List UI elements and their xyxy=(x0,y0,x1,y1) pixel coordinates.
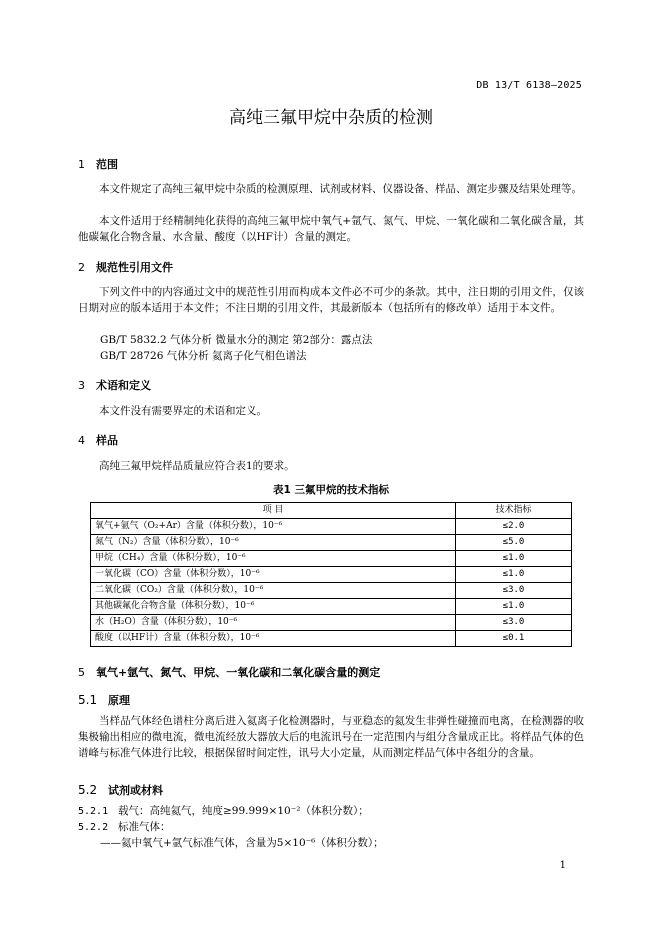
item-5-2-2 xyxy=(78,819,171,836)
section-2-paragraph-1: 下列文件中的内容通过文中的规范性引用而构成本文件必不可少的条款。其中，注日期的引用文件，仅该日期对应的版本适用于本文件；不注日期的引用文件，其最新版本（包括所有的修改单）适用于本文件。 xyxy=(78,286,584,314)
section-1-paragraph-2: 本文件适用于经精制纯化获得的高纯三氟甲烷中氧气+氩气、氮气、甲烷、一氧化碳和二氧化碳含量，其他碳氟化合物含量、水含量、酸度（以HF计）含量的测定。 xyxy=(78,215,584,243)
section-title: 范围 xyxy=(96,158,118,171)
item-5-2-1 xyxy=(78,803,369,820)
section-1-paragraph-1: 本文件规定了高纯三氟甲烷中杂质的检测原理、试剂或材料、仪器设备、样品、测定步骤及结果处理等。 xyxy=(99,183,582,195)
section-title: 样品 xyxy=(96,434,118,447)
section-5-1-paragraph-1: 当样品气体经色谱柱分离后进入氦离子化检测器时，与亚稳态的氦发生非弹性碰撞而电离，在检测器的收集极输出相应的微电流，微电流经放大器放大后的电流讯号在一定范围内与组分含量成正比。将样品气体的色谱峰与标准气体进行比较，根据保留时间定性，讯号大小定量，从而测定样品气体中各组分的含量。 xyxy=(78,715,584,759)
section-number: 4 xyxy=(78,434,85,447)
section-number: 5.1 xyxy=(78,693,98,707)
table-1-caption: 表1 三氟甲烷的技术指标 xyxy=(273,484,389,496)
row-spec: ≤1.0 xyxy=(456,567,572,583)
table-row xyxy=(91,551,572,567)
table-1 xyxy=(90,502,572,647)
section-5-2-heading xyxy=(78,782,163,798)
row-spec: ≤0.1 xyxy=(456,631,572,647)
section-title: 术语和定义 xyxy=(96,379,151,392)
table-row xyxy=(91,615,572,631)
section-5-heading xyxy=(78,664,380,680)
section-4-heading xyxy=(78,432,118,448)
row-spec: ≤5.0 xyxy=(456,535,572,551)
section-1-heading xyxy=(78,156,118,172)
section-title: 原理 xyxy=(108,694,130,707)
section-5-1-heading xyxy=(78,692,130,708)
item-text: 标准气体： xyxy=(118,821,171,833)
row-item: 甲烷（CH₄）含量（体积分数），10⁻⁶ xyxy=(91,551,456,567)
section-3-paragraph-1: 本文件没有需要界定的术语和定义。 xyxy=(99,405,267,417)
list-item-standard-gas: ——氦中氧气+氩气标准气体，含量为5×10⁻⁶（体积分数）； xyxy=(100,837,384,849)
section-title: 规范性引用文件 xyxy=(96,261,173,274)
item-number: 5.2.1 xyxy=(78,806,109,817)
row-item: 氧气+氩气（O₂+Ar）含量（体积分数），10⁻⁶ xyxy=(91,519,456,535)
row-item: 一氧化碳（CO）含量（体积分数），10⁻⁶ xyxy=(91,567,456,583)
row-spec: ≤3.0 xyxy=(456,615,572,631)
section-title: 试剂或材料 xyxy=(108,784,163,797)
row-item: 其他碳氟化合物含量（体积分数），10⁻⁶ xyxy=(91,599,456,615)
section-number: 5.2 xyxy=(78,783,98,797)
table-row xyxy=(91,519,572,535)
item-text: 载气：高纯氦气，纯度≥99.999×10⁻²（体积分数）； xyxy=(118,805,369,817)
table-row xyxy=(91,631,572,647)
row-spec: ≤3.0 xyxy=(456,583,572,599)
table-header-row xyxy=(91,503,572,519)
section-number: 3 xyxy=(78,379,85,392)
table-row xyxy=(91,535,572,551)
section-title: 氧气+氩气、氮气、甲烷、一氧化碳和二氧化碳含量的测定 xyxy=(96,666,381,679)
section-number: 2 xyxy=(78,261,85,274)
column-header-spec: 技术指标 xyxy=(456,503,572,519)
table-row xyxy=(91,599,572,615)
row-spec: ≤2.0 xyxy=(456,519,572,535)
section-2-heading xyxy=(78,259,173,275)
column-header-item: 项 目 xyxy=(91,503,456,519)
row-item: 二氧化碳（CO₂）含量（体积分数），10⁻⁶ xyxy=(91,583,456,599)
section-number: 5 xyxy=(78,666,85,679)
page-number: 1 xyxy=(559,860,566,871)
item-number: 5.2.2 xyxy=(78,822,109,833)
row-spec: ≤1.0 xyxy=(456,599,572,615)
document-title: 高纯三氟甲烷中杂质的检测 xyxy=(229,108,433,128)
row-item: 水（H₂O）含量（体积分数），10⁻⁶ xyxy=(91,615,456,631)
reference-gb-t-5832-2: GB/T 5832.2 气体分析 微量水分的测定 第2部分：露点法 xyxy=(100,334,373,346)
table-row xyxy=(91,567,572,583)
section-number: 1 xyxy=(78,158,85,171)
standard-code: DB 13/T 6138—2025 xyxy=(476,80,582,91)
section-4-paragraph-1: 高纯三氟甲烷样品质量应符合表1的要求。 xyxy=(99,460,295,472)
reference-gb-t-28726: GB/T 28726 气体分析 氦离子化气相色谱法 xyxy=(100,350,307,362)
row-item: 酸度（以HF计）含量（体积分数），10⁻⁶ xyxy=(91,631,456,647)
section-3-heading xyxy=(78,377,151,393)
row-item: 氮气（N₂）含量（体积分数），10⁻⁶ xyxy=(91,535,456,551)
table-row xyxy=(91,583,572,599)
row-spec: ≤1.0 xyxy=(456,551,572,567)
